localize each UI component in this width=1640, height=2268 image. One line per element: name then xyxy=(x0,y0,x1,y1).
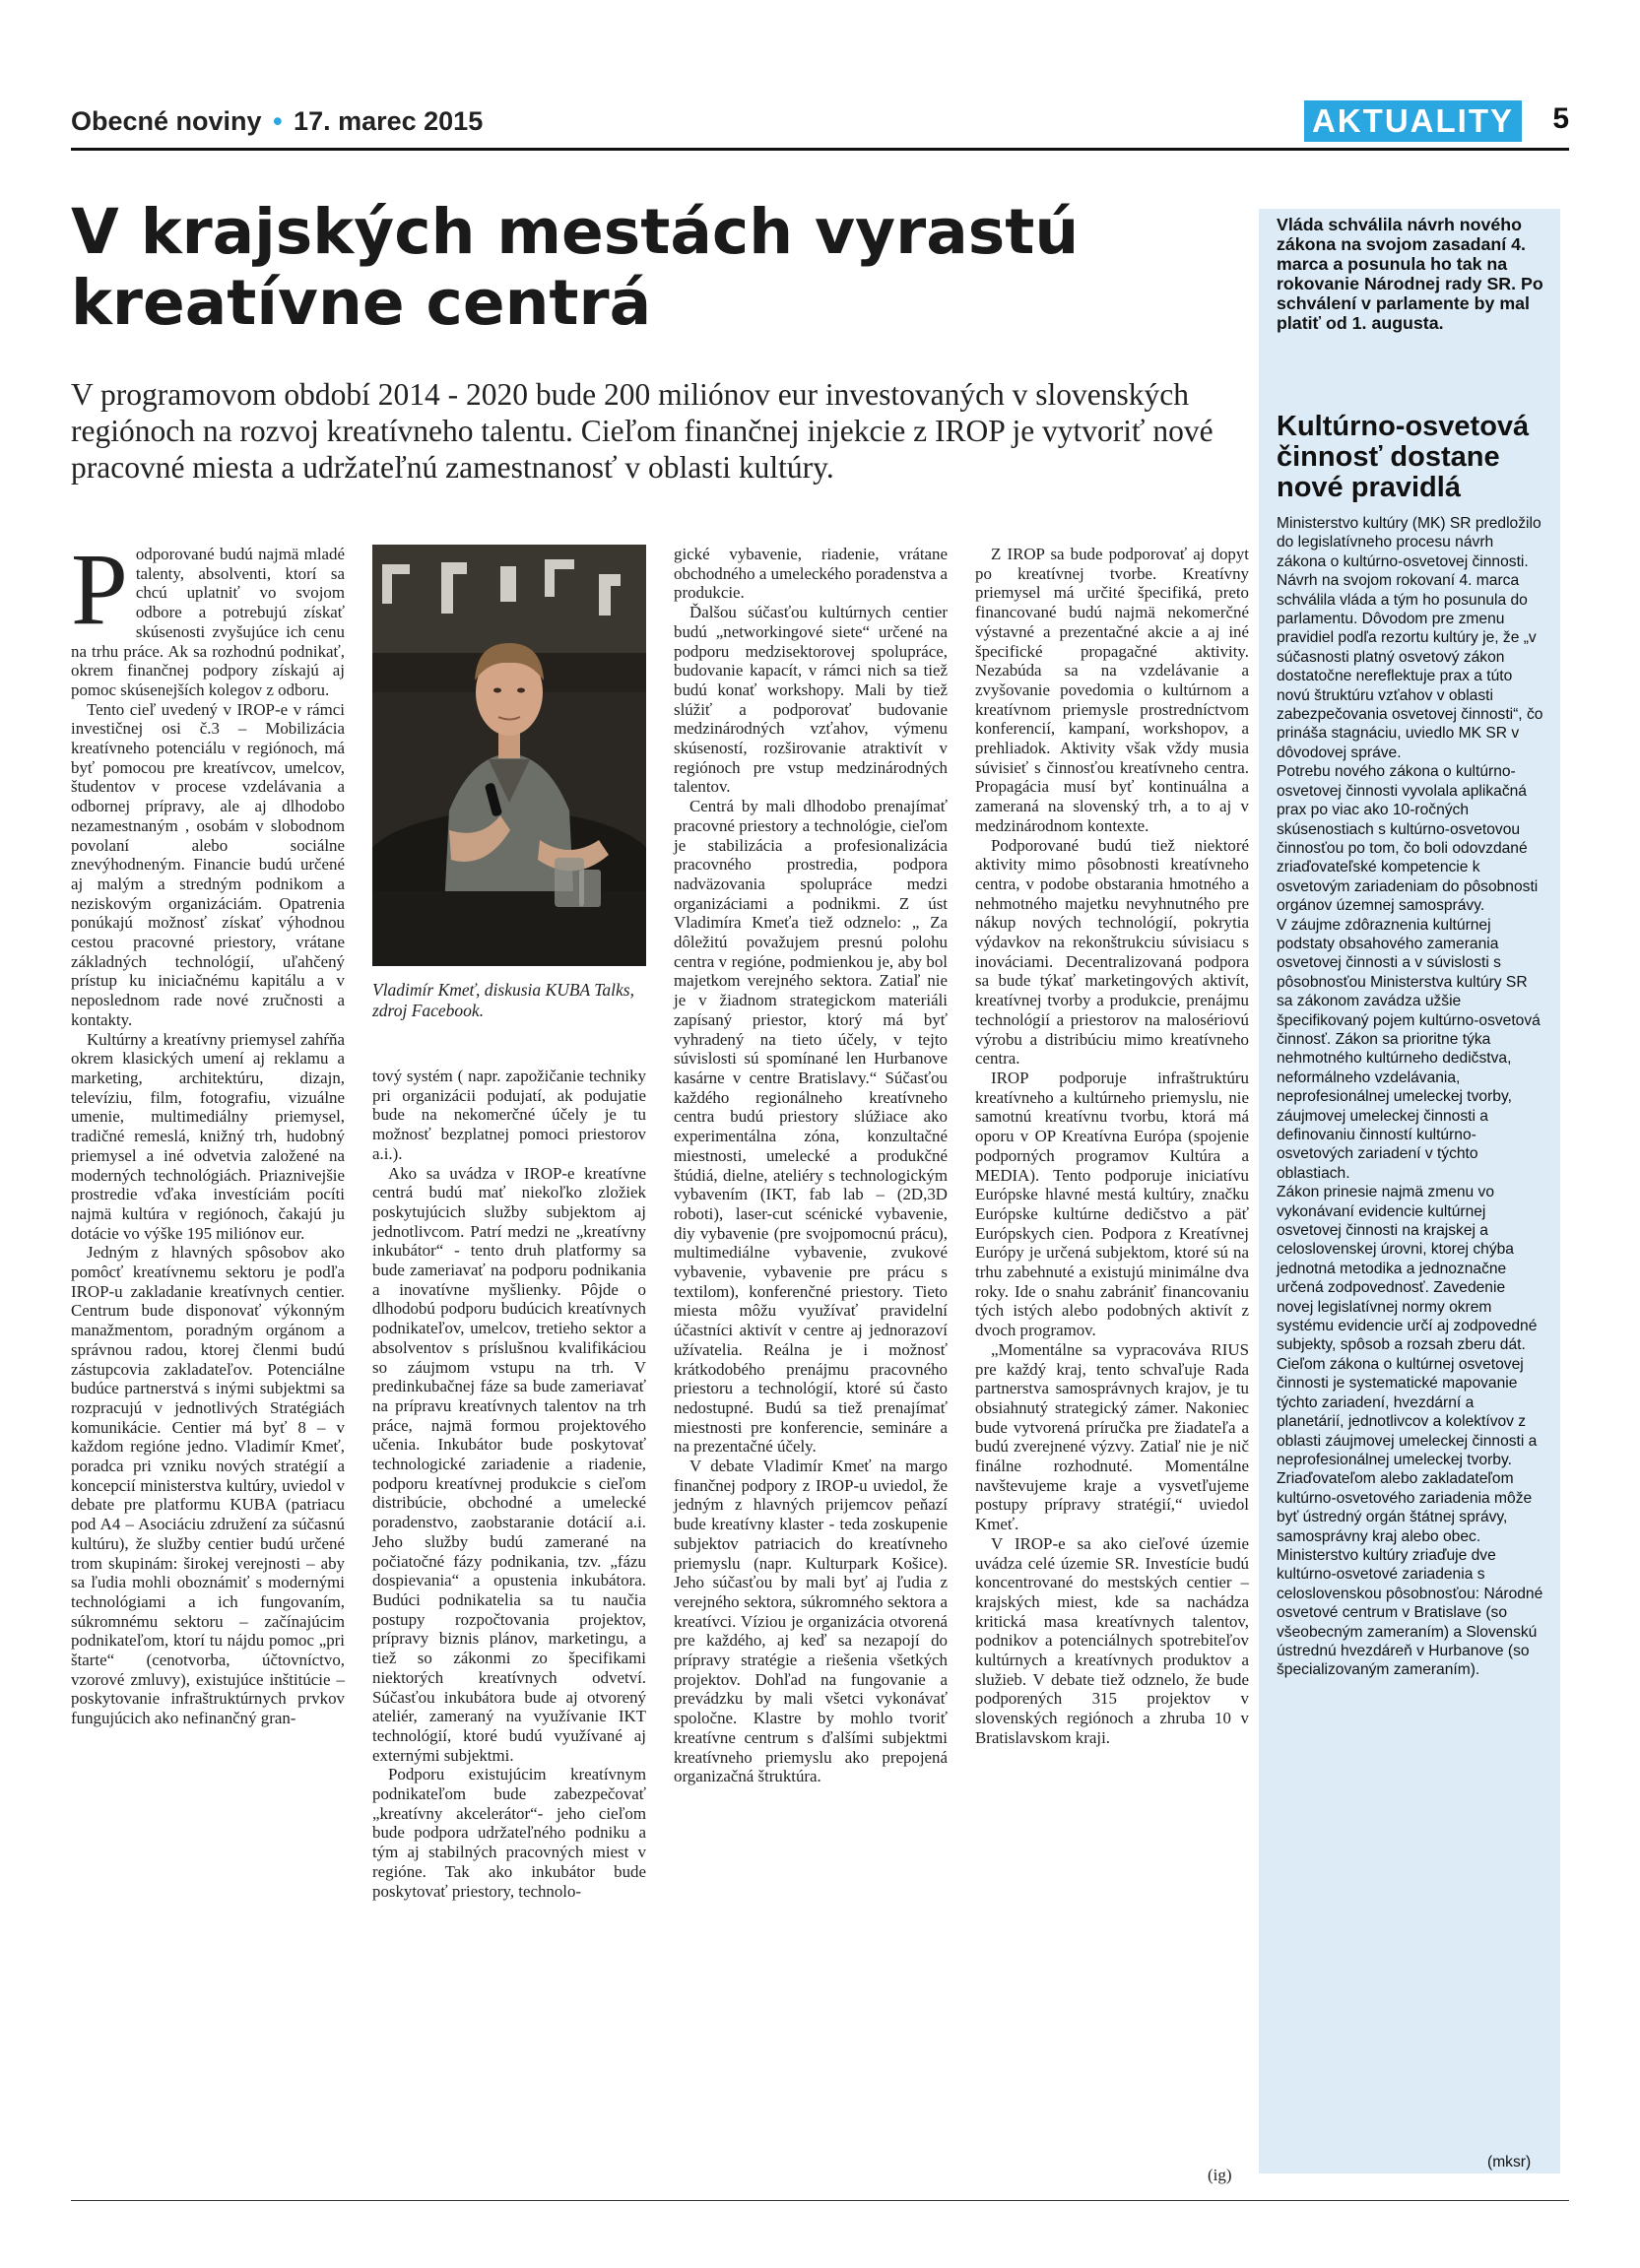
article-paragraph: Podporované budú tiež niektoré aktivity mimo pôsobnosti kreatívneho centra, v podobe obstarania hmotného a nehmotného majetku nevyhnutného pre nákup nových technológií, pokrytia výdavkov na rekonštrukciu súvisiacu s inováciami. Decentralizovaná podpora sa bude týkať marketingových aktivít, kreatívnej tvorby a produkcie, prenájmu technológií a priestorov na malosériovú výrobu a distribúciu mimo kreatívneho centra. xyxy=(975,835,1249,1069)
sidebar-paragraph: Zriaďovateľom alebo zakladateľom kultúrno-osvetového zariadenia môže byť ústredný orgán štátnej správy, samosprávny kraj alebo obec. Ministerstvo kultúry zriaďuje dve kultúrno-osvetové zariadenia s celoslovenskou pôsobnosťou: Národné osvetové centrum v Bratislave (so všeobecným zameraním) a Slovenskú ústrednú hvezdáreň v Hurbanove (so špecializovaným zameraním). xyxy=(1277,1470,1543,1679)
sidebar-paragraph: Zákon prinesie najmä zmenu vo vykonávaní evidencie kultúrnej osvetovej činnosti na krajskej a celoslovenskej úrovni, ktorej chýba jednotná metodika a jednoznačne určená zodpovednosť. Zavedenie novej legislatívnej normy okrem systému evidencie určí aj zodpovedné subjekty, spôsob a rozsah zberu dát. Cieľom zákona o kultúrnej osvetovej činnosti je systematické mapovanie týchto zariadení, hvezdární a planetárií, jednotlivcov a kolektívov z oblasti záujmovej umeleckej činnosti a neprofesionálnej umeleckej tvorby. xyxy=(1277,1184,1538,1468)
article-paragraph: IROP podporuje infraštruktúru kreatívneho a kultúrneho priemyslu, nie samotnú kreatívnu tvorbu, ktorá má oporu v OP Kreatívna Európa (spojenie podporných programov Kultúra a MEDIA). Tento podporuje iniciatívu Európske hlavné mestá kultúry, značku Európske kultúrne dedičstvo a päť Európskych cien. Podpora z Kreatívnej Európy je určená subjektom, ktoré sú na trhu zabehnuté a existujú minimálne dva roky. Ide o snahu zabrániť financovaniu tých istých alebo podobných aktivít z dvoch programov. xyxy=(975,1068,1249,1340)
sidebar-signoff: (mksr) xyxy=(1487,2154,1532,2171)
article-paragraph: Podporované budú najmä mladé talenty, absolventi, ktorí sa chcú uplatniť vo svojom odbore a potrebujú získať skúsenosti zvyšujúce ich cenu na trhu práce. Ak sa rozhodnú podnikať, okrem finančnej podpory získajú aj pomoc skúsenejších kolegov z odboru. xyxy=(71,533,345,699)
article-column-4 xyxy=(975,545,1249,1748)
article-paragraph: Tento cieľ uvedený v IROP-e v rámci investičnej osi č.3 – Mobilizácia kreatívneho potenciálu v regiónoch, má byť pomocou pre kreatívcov, umelcov, študentov v procese vzdelávania a odbornej prípravy, ale aj dlhodobo nezamestnaným , osobám v slobodnom povolaní alebo sociálne znevýhodneným. Financie budú určené aj malým a stredným podnikom a neziskovým organizáciám. Opatrenia ponúkajú možnosť získať výhodnou cestou pracovné priestory, vrátane základných technológií, uľahčený prístup ku iniciačnému kapitálu a v neposlednom rade nové zručnosti a kontakty. xyxy=(71,699,345,1029)
section-label: AKTUALITY xyxy=(1304,100,1522,142)
article-paragraph: Ako sa uvádza v IROP-e kreatívne centrá budú mať niekoľko zložiek poskytujúcich služby subjektom aj jednotlivcom. Patrí medzi ne „kreatívny inkubátor“ - tento druh platformy sa bude zameriavať na podporu podnikania a inovatívne myšlienky. Pôjde o dlhodobú podporu budúcich kreatívnych podnikateľov, umelcov, tretieho sektor a absolventov s príslušnou kvalifikáciou so záujmom vstupu na trh. V predinkubačnej fáze sa bude zameriavať na prípravu kreatívnych talentov na trh práce, najmä formou projektového učenia. Inkubátor bude poskytovať technologické zariadenie a riadenie, podporu kreatívnej produkcie s cieľom distribúcie, obchodné a umelecké poradenstvo, zaobstaranie dotácií a.i. Jeho služby budú zamerané na počiatočné fázy podnikania, tzv. „fázu dospievania“ a opustenia inkubátora. Budúci podnikatelia sa tu naučia postupy rozpočtovania projektov, prípravy biznis plánov, marketingu, a tiež so zákonmi zo špecifikami niektorých kreatívnych odvetví. Súčasťou inkubátora bude aj otvorený ateliér, zameraný na využívanie IKT technológií, ktoré budú využívané aj externými subjektmi. xyxy=(372,1163,646,1765)
article-paragraph: Z IROP sa bude podporovať aj dopyt po kreatívnej tvorbe. Kreatívny priemysel má určité špecifiká, preto financované budú najmä nekomerčné výstavné a prezentačné akcie a aj iné špecifické propagačné aktivity. Nezabúda sa na vzdelávanie a zvyšovanie povedomia o kultúrnom a kreatívnom priemysle prostredníctvom konferencií, kampaní, workshopov, a prehliadok. Aktivity však vždy musia súvisieť s činnosťou kreatívneho centra. Propagácia musí byť kontinuálna a zameraná na slovenský trh, a to aj v medzinárodnom kontexte. xyxy=(975,545,1249,835)
newspaper-name: Obecné noviny xyxy=(71,106,262,136)
article-column-2 xyxy=(372,1067,646,1901)
article-paragraph: gické vybavenie, riadenie, vrátane obchodného a umeleckého poradenstva a produkcie. xyxy=(674,545,948,603)
article-column-1 xyxy=(71,533,345,1728)
article-paragraph: Ďalšou súčasťou kultúrnych centier budú „networkingové siete“ určené na podporu medzisektorovej spolupráce, budovanie kapacít, v rámci nich sa tiež budú konať workshopy. Mali by tiež slúžiť a podporovať budovanie medzinárodných vzťahov, výmenu skúseností, rozširovanie atraktivít v regiónoch pre vstup medzinárodných talentov. xyxy=(674,603,948,797)
sidebar-intro: Vláda schválila návrh nového zákona na svojom zasadaní 4. marca a posunula ho tak na rokovanie Národnej rady SR. Po schválení v parlamente by mal platiť od 1. augusta. xyxy=(1277,215,1543,333)
footer-rule xyxy=(71,2200,1569,2201)
headline xyxy=(71,197,1233,339)
article-paragraph: tový systém ( napr. zapožičanie techniky pri organizácii podujatí, ak podujatie bude na nekomerčné účely je tu možnosť bezplatnej pomoci priestorov a.i.). xyxy=(372,1067,646,1163)
article-paragraph: V IROP-e sa ako cieľové územie uvádza celé územie SR. Investície budú koncentrované do mestských centier – krajských miest, kde sa nachádza kritická masa kreatívnych talentov, podnikov a potenciálnych spotrebiteľov kultúrnych a kreatívnych produktov a služieb. V debate tiež odznelo, že bude podporených 315 projektov v slovenských regiónoch a zhruba 10 v Bratislavskom kraji. xyxy=(975,1533,1249,1747)
article-paragraph: V debate Vladimír Kmeť na margo finančnej podpory z IROP-u uviedol, že jedným z hlavných prijemcov peňazí bude kreatívny klaster - teda zoskupenie subjektov patriacich do kreatívneho priemyslu (napr. Kulturpark Košice). Jeho súčasťou by mali byť aj ľudia z verejného sektora, súkromného sektora a kreatívci. Víziou je organizácia otvorená pre každého, aj keď sa nezapojí do prípravy stratégie a riešenia všetkých projektov. Dohľad na fungovanie a prevádzku by mali všetci vykonávať spoločne. Klastre by mohlo tvoriť kreatívne centrum s ďalšími subjektmi kreatívneho priemyslu ako prepojená organizačná štruktúra. xyxy=(674,1457,948,1786)
drop-cap: P xyxy=(71,533,128,646)
headline-line-1: V krajských mestách vyrastú xyxy=(71,196,1080,268)
article-signoff: (ig) xyxy=(1208,2166,1232,2184)
photo-caption: Vladimír Kmeť, diskusia KUBA Talks, zdroj Facebook. xyxy=(372,980,634,1020)
article-photo xyxy=(372,545,646,966)
issue-date: 17. marec 2015 xyxy=(294,106,484,136)
page-number: 5 xyxy=(1552,102,1569,135)
sidebar-title: Kultúrno-osvetová činnosť dostane nové pravidlá xyxy=(1277,411,1530,503)
article-paragraph: Centrá by mali dlhodobo prenajímať pracovné priestory a technológie, cieľom je stabilizácia a profesionalizácia pracovného prostredia, podpora nadväzovania spolupráce medzi organizáciami a podnikmi. Z úst Vladimíra Kmeťa tiež odznelo: „ Za dôležitú považujem presnú polohu centra v regióne, podmienkou je, aby bol majetkom verejného sektora. Zatiaľ nie je v žiadnom strategickom materiáli zapísaný priestor, ktorý má byť vyhradený na tieto účely, v tejto súvislosti sú spomínané len Hurbanove kasárne v centre Bratislavy.“ Súčasťou každého regionálneho kreatívneho centra budú priestory slúžiace ako experimentálna zóna, konzultačné miestnosti, umelecké a produkčné štúdiá, dielne, ateliéry s technologickým vybavením (IKT, fab lab – (2D,3D roboti), laser-cut scénické vybavenie, diy vybavenie (pre svojpomocnú prácu), multimediálne vybavenie, zvukové vybavenie, vybavenie pre prácu s textilom), konferenčné priestory. Tieto miesta môžu využívať pravidelní účastníci aktivít v centre aj jednorazoví užívatelia. Reálna je i možnosť krátkodobého prenájmu pracovného priestoru a technológií, ktoré sú často nedostupné. Budú sa tiež prenajímať miestnosti pre konferencie, semináre a na prezentačné účely. xyxy=(674,797,948,1457)
article-paragraph: „Momentálne sa vypracováva RIUS pre každý kraj, tento schvaľuje Rada partnerstva samosprávnych krajov, je tu obsiahnutý strategický zámer. Nakoniec bude vytvorená príručka pre žiadateľa a budú zverejnené výzvy. Zatiaľ nie je nič finálne rozhodnuté. Momentálne navštevujeme kraje a vysvetľujeme postupy prípravy stratégií,“ uviedol Kmeť. xyxy=(975,1339,1249,1534)
separator-bullet: • xyxy=(273,106,283,136)
headline-line-2: kreatívne centrá xyxy=(71,267,652,339)
page-header xyxy=(71,98,1569,146)
sidebar-paragraph: V záujme zdôraznenia kultúrnej podstaty obsahového zamerania osvetovej činnosti a v súvislosti s pôsobnosťou Ministerstva kultúry SR sa zákonom zavádza užšie špecifikovaný pojem kultúrno-osvetová činnosť. Zákon sa prioritne týka nehmotného kultúrneho dedičstva, neformálneho vzdelávania, neprofesionálnej umeleckej tvorby, záujmovej umeleckej činnosti a definovaniu činností kultúrno-osvetových zariadení v týchto oblastiach. xyxy=(1277,916,1541,1182)
sidebar-paragraph: Potrebu nového zákona o kultúrno-osvetovej činnosti vyvolala aplikačná prax po viac ako 10-ročných skúsenostiach s kultúrno-osvetovou činnosťou po tom, čo boli odovzdané zriaďovateľské kompetencie k osvetovým zariadeniam do pôsobnosti orgánov územnej samosprávy. xyxy=(1277,763,1539,915)
photo-speaker-illustration xyxy=(372,545,646,966)
sidebar-paragraph: Ministerstvo kultúry (MK) SR predložilo do legislatívneho procesu návrh zákona o kultúrno-osvetovej činnosti. Návrh na svojom rokovaní 4. marca schválila vláda a tým ho posunula do parlamentu. Dôvodom pre zmenu pravidiel podľa rezortu kultúry je, že „v súčasnosti platný osvetový zákon dostatočne nereflektuje prax a túto novú štruktúru vzťahov v oblasti zabezpečovania osvetovej činnosti“, čo prináša stagnáciu, uviedlo MK SR v dôvodovej správe. xyxy=(1277,515,1543,761)
masthead xyxy=(71,106,483,137)
article-paragraph: Kultúrny a kreatívny priemysel zahŕňa okrem klasických umení aj reklamu a marketing, architektúru, dizajn, televíziu, film, fotografiu, vizuálne umenie, multimediálny priemysel, tradičné remeslá, knižný trh, hudobný priemysel a iné odvetvia založené na moderných technológiách. Priaznivejšie prostredie vďaka investíciám pocíti najmä kultúra v regiónoch, čakajú ju dotácie vo výške 195 miliónov eur. xyxy=(71,1029,345,1243)
article-paragraph: Podporu existujúcim kreatívnym podnikateľom bude zabezpečovať „kreatívny akcelerátor“- jeho cieľom bude podpora udržateľného podniku a tým aj stabilných pracovných miest v regióne. Tak ako inkubátor bude poskytovať priestory, technolo- xyxy=(372,1765,646,1901)
lede: V programovom období 2014 - 2020 bude 200 miliónov eur investovaných v slovenských regiónoch na rozvoj kreatívneho talentu. Cieľom finančnej injekcie z IROP je vytvoriť nové pracovné miesta a udržateľnú zamestnanosť v oblasti kultúry. xyxy=(71,377,1214,485)
article-column-3 xyxy=(674,545,948,1786)
article-paragraph: Jedným z hlavných spôsobov ako pomôcť kreatívnemu sektoru je podľa IROP-u zakladanie kreatívnych centier. Centrum bude disponovať výkonným manažmentom, poradným orgánom a správnou radou, ktorej členmi budú zástupcovia zakladateľov. Potenciálne budúce partnerstvá s inými subjektmi sa rozpracujú v jednotlivých Stratégiách komunikácie. Centier má byť 8 – v každom regióne jedno. Vladimír Kmeť, poradca pri vzniku nových stratégií a koncepcií ministerstva kultúry, uviedol v debate pre platformu KUBA (patriacu pod A4 – Asociáciu združení za súčasnú kultúru), že služby centier budú určené trom skupinám: širokej verejnosti – aby sa ľudia mohli oboznámiť s modernými technológiami a ich fungovaním, súkromnému sektoru – začínajúcim podnikateľom, ktorí tu nájdu pomoc „pri štarte“ (cenotvorba, účtovníctvo, vzorové zmluvy), existujúce inštitúcie – poskytovanie infraštruktúrnych prvkov fungujúcich ako nefinančný gran- xyxy=(71,1243,345,1728)
header-rule xyxy=(71,148,1569,151)
sidebar-body xyxy=(1277,514,1544,1680)
